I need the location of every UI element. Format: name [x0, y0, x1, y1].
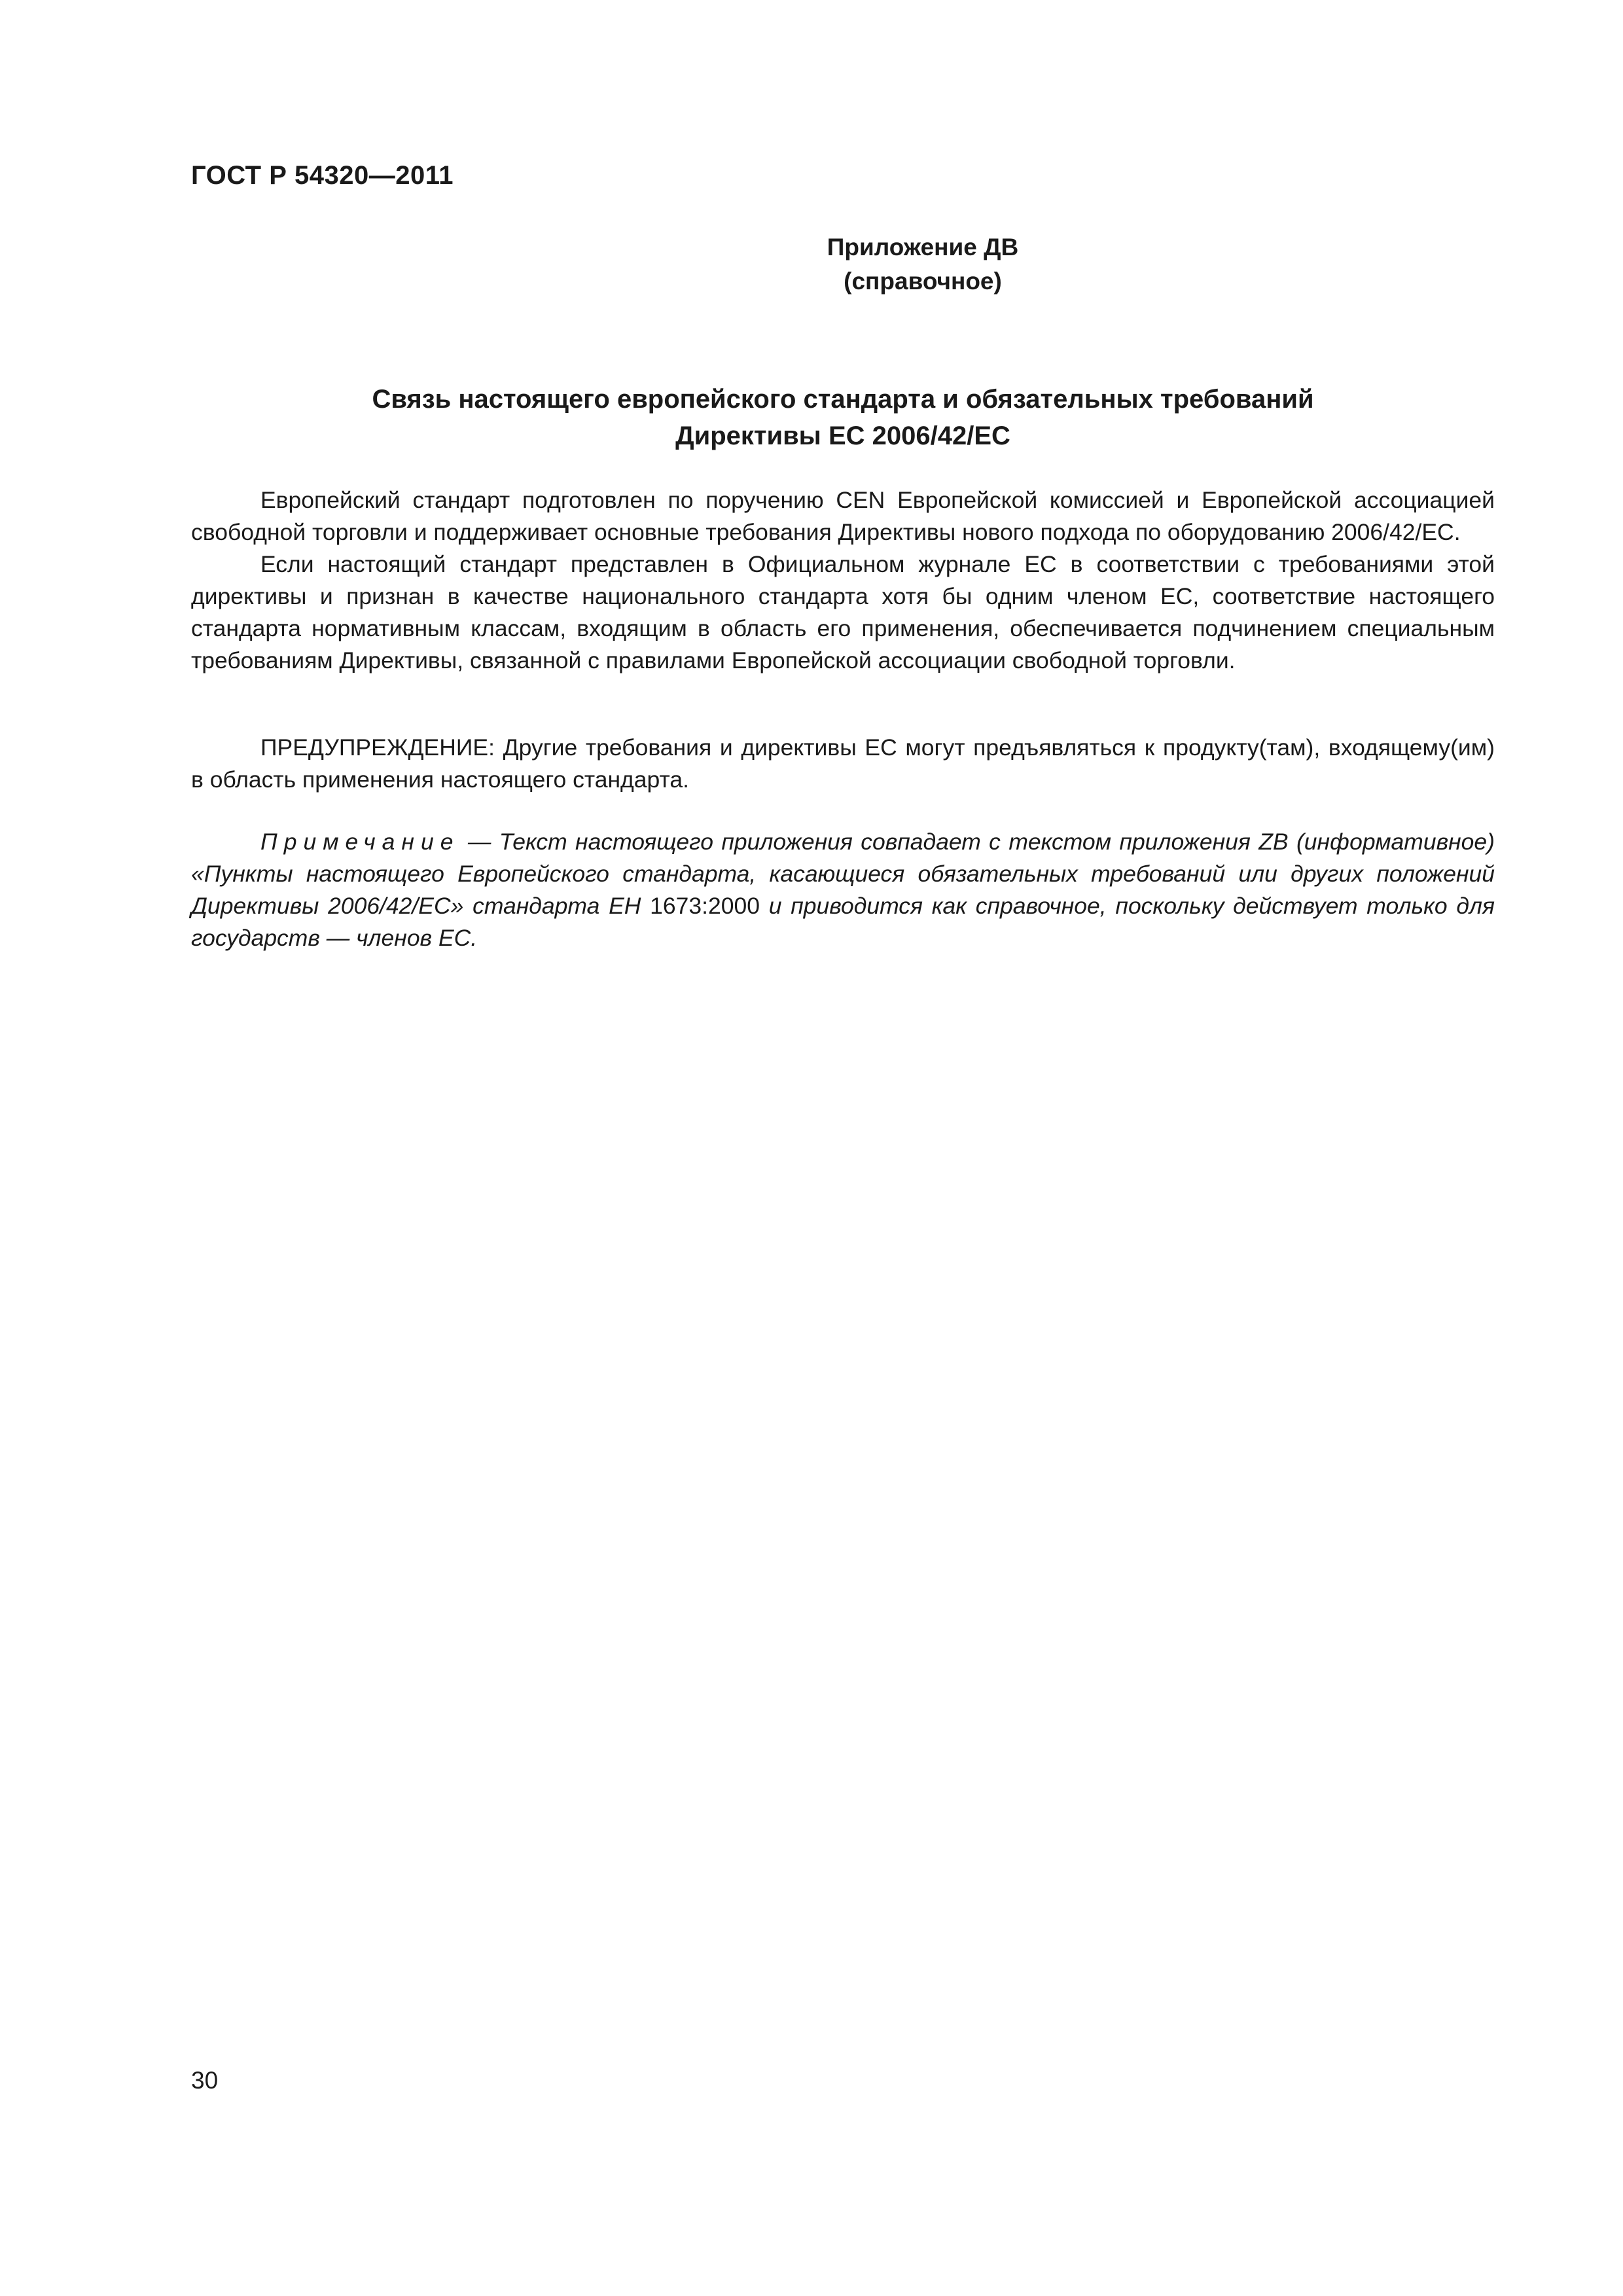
- annex-title-line-2: Директивы ЕС 2006/42/ЕС: [675, 422, 1010, 450]
- annex-type: (справочное): [844, 268, 1002, 295]
- paragraph-conformity: Если настоящий стандарт представлен в Официальном журнале ЕС в соответствии с требованиями этой директивы и признан в качестве национального стандарта хотя бы одним членом ЕС, соответствие настоящего стандарта нормативным классам, входящим в область его применения, обеспечивается подчинением специальным требованиям Директивы, связанной с правилами Европейской ассоциации свободной торговли.: [191, 551, 1495, 673]
- annex-heading: [628, 230, 1217, 298]
- warning-paragraph: ПРЕДУПРЕЖДЕНИЕ: Другие требования и директивы ЕС могут предъявляться к продукту(там), входящему(им) в область применения настоящего стандарта.: [191, 734, 1495, 793]
- note-label: Примечание: [260, 829, 460, 855]
- annex-title: [191, 381, 1495, 454]
- note-section: [191, 826, 1495, 954]
- note-text-before: — Текст настоящего приложения совпадает с текстом приложения ZB (информативное) «Пункты настоящего Европейского стандарта, касающиеся обязательных требований или других положений Директивы 2006/42/ЕС» стандарта ЕН: [191, 829, 1495, 919]
- note-paragraph: [191, 826, 1495, 954]
- note-text-after: и приводится как справочное, поскольку действует только для государств — членов ЕС.: [191, 893, 1495, 951]
- standard-code-header: ГОСТ Р 54320—2011: [191, 161, 454, 190]
- intro-section: [191, 484, 1495, 677]
- annex-title-line-1: Связь настоящего европейского стандарта и обязательных требований: [372, 385, 1314, 414]
- warning-section: [191, 732, 1495, 796]
- annex-label: Приложение ДВ: [827, 234, 1019, 260]
- page-number: 30: [191, 2067, 219, 2094]
- note-standard-number: 1673:2000: [650, 893, 760, 919]
- paragraph-preparation: Европейский стандарт подготовлен по поручению CEN Европейской комиссией и Европейской ассоциацией свободной торговли и поддерживает основные требования Директивы нового подхода по оборудованию 2006/42/ЕС.: [191, 487, 1495, 545]
